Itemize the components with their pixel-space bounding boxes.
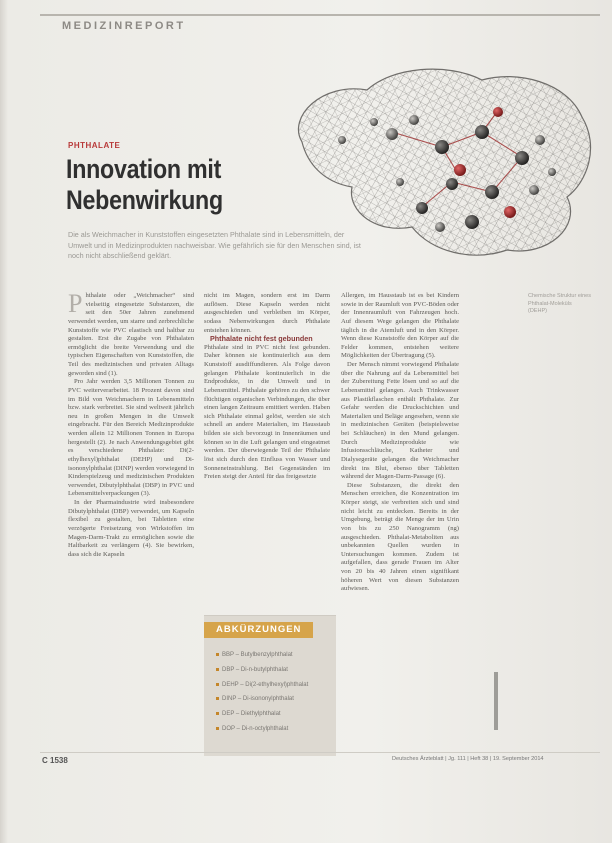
page-number: C 1538 xyxy=(42,756,68,765)
paragraph: Allergen, im Hausstaub ist es bei Kindern sowie in der Raumluft von PVC-Böden oder der Innenraumluft von Fahrzeugen hoch. Auf diesem Wege gelangen die Phthalate täglich in die Atemluft und in den Körper. Wenn diese Kunststoffe den Körper auf die Felder kommen, entstehen weitere Möglichkeiten der Übertragung (5). xyxy=(341,292,459,360)
image-caption: Chemische Struktur eines Phthalat-Moleküls (DEHP) xyxy=(528,293,591,314)
publication-line: Deutsches Ärzteblatt | Jg. 111 | Heft 38 | 19. September 2014 xyxy=(392,756,544,762)
article-lead: Die als Weichmacher in Kunststoffen eingesetzten Phthalate sind in Lebensmitteln, der Umwelt und in Medizinprodukten nachweisbar. Wie gefährlich sie für den Menschen sind, ist noch nicht abschließend geklärt. xyxy=(68,230,361,260)
paragraph: Phthalate sind in PVC nicht fest gebunden. Daher können sie kontinuierlich aus dem Kunststoff ausdiffundieren. Als Folge davon gelangen Phthalate kontinuierlich in die Endprodukte, in die Umwelt und in Lebensmittel. Phthalate gehören zu den schwer flüchtigen organischen Verbindungen, die über einen langen Zeitraum emittiert werden. Haben sich Phthalate einmal gelöst, werden sie sich schnell an andere Materialien, im Hausstaub bilden sie sich bevorzugt in Innenräumen und können so in die Luft gelangen und eingeatmet werden. Der überwiegende Teil der Phthalate löst sich durch den Einfluss von Wasser und Sonneneinstrahlung. Bei Gegenständen im Freien steigt der Anteil für das freigesetzte xyxy=(204,343,330,481)
subheading: Phthalate nicht fest gebunden xyxy=(210,334,313,344)
title-line-1: Innovation mit xyxy=(66,154,222,184)
paragraph: Pro Jahr werden 3,5 Millionen Tonnen zu PVC weiterverarbeitet. 18 Prozent davon sind im Bild von Weichmachern in Lebensmitteln bzw. stark verbreitet. Sie sind weltweit jährlich neu in großen Mengen in die Umwelt eingebracht. Für den Bereich Medizinprodukte werden allein 12 Millionen Tonnen in Europa hergestellt (2). Je nach Anwendungsgebiet gibt es verschiedene Phthalate: Di(2-ethylhexyl)phthalat (DEHP) und Di-isononylphthalat (DINP) werden vorwiegend in Kinderspielzeug und medizinischen Produkten verwendet, Dibutylphthalat (DBP) in PVC und Lebensmittelverpackungen (3). xyxy=(68,378,194,498)
article-title xyxy=(66,154,255,216)
abbreviations-list xyxy=(216,648,334,737)
list-item: DBP – Di-n-butylphthalat xyxy=(216,663,334,678)
list-item: DEP – Diethylphthalat xyxy=(216,707,334,722)
margin-mark xyxy=(494,672,498,730)
list-item: DEHP – Di(2-ethylhexyl)phthalat xyxy=(216,678,334,693)
abbreviations-box xyxy=(204,615,336,756)
text-column-2 xyxy=(204,292,330,482)
drop-cap: P xyxy=(68,289,83,318)
footer-rule xyxy=(40,752,600,753)
article-kicker: PHTHALATE xyxy=(68,141,121,150)
abbreviations-title: ABKÜRZUNGEN xyxy=(204,622,313,638)
paragraph: Der Mensch nimmt vorwiegend Phthalate über die Nahrung auf da Lebensmittel bei der Zubereitung Fette lösen und so auf die Lebensmittel gelangen. Auch Trinkwasser aus Plastikflaschen enthält Phthalate. Zur Gefahr werden die Druckschichten und Materialien und Beläge angesehen, wenn sie in medizinischen Geräten (beispielsweise bei Schläuchen) in den Mund gelangen. Durch Medizinprodukte wie Infusionsschläuche, Katheter und Dialysegeräte gelangen die Weichmacher direkt ins Blut, ebenso über Tabletten während der Magen-Darm-Passage (6). xyxy=(341,361,459,481)
list-item: DINP – Di-isononylphthalat xyxy=(216,692,334,707)
section-label: MEDIZINREPORT xyxy=(62,20,186,32)
paragraph: Phthalate oder „Weichmacher“ sind vielseitig eingesetzte Substanzen, die seit den 50er Jahren zunehmend verwendet werden, um starre und zerbrechliche Kunststoffe wie PVC elastisch und haltbar zu gestalten. Erst die Zugabe von Phthalaten ermöglicht die breite Verwendung und die typischen Eigenschaften von Kunststoffen, die Teil des medizinischen und privaten Alltags geworden sind (1). xyxy=(68,289,194,377)
list-item: DOP – Di-n-octylphthalat xyxy=(216,722,334,737)
text-column-1 xyxy=(68,289,194,559)
text-column-3 xyxy=(341,292,459,594)
list-item: BBP – Butylbenzylphthalat xyxy=(216,648,334,663)
title-line-2: Nebenwirkung xyxy=(66,185,223,215)
paragraph: In der Pharmaindustrie wird insbesondere Dibutylphthalat (DBP) verwendet, um Kapseln flexibel zu gestalten, bei Tabletten eine verzögerte Freisetzung von Wirkstoffen im Magen-Darm-Trakt zu ermöglichen sowie die Haltbarkeit zu verlängern (4). Sie bewirken, dass sich die Kapseln xyxy=(68,499,194,558)
paragraph: Diese Substanzen, die direkt den Menschen erreichen, die Konzentration im Körper steigt, sie verbreiten sich und sind nicht leicht zu entdecken. Bereits in der Umgebung, beträgt die Menge der im Urin von bis zu 250 Nanogramm (ng) ausgeschieden. Phthalat-Metaboliten aus unbekannten Quellen wurden in Untersuchungen kommen. Zudem ist aufgefallen, dass gerade Frauen im Alter von 20 bis 40 Jahren einen signifikant höheren Wert von diesen Substanzen aufwiesen. xyxy=(341,481,459,593)
paragraph: nicht im Magen, sondern erst im Darm auflösen. Diese Kapseln werden nicht ausgeschieden und verbleiben im Körper, sodass Nebenwirkungen durch Phthalate entstehen können. xyxy=(204,292,330,334)
